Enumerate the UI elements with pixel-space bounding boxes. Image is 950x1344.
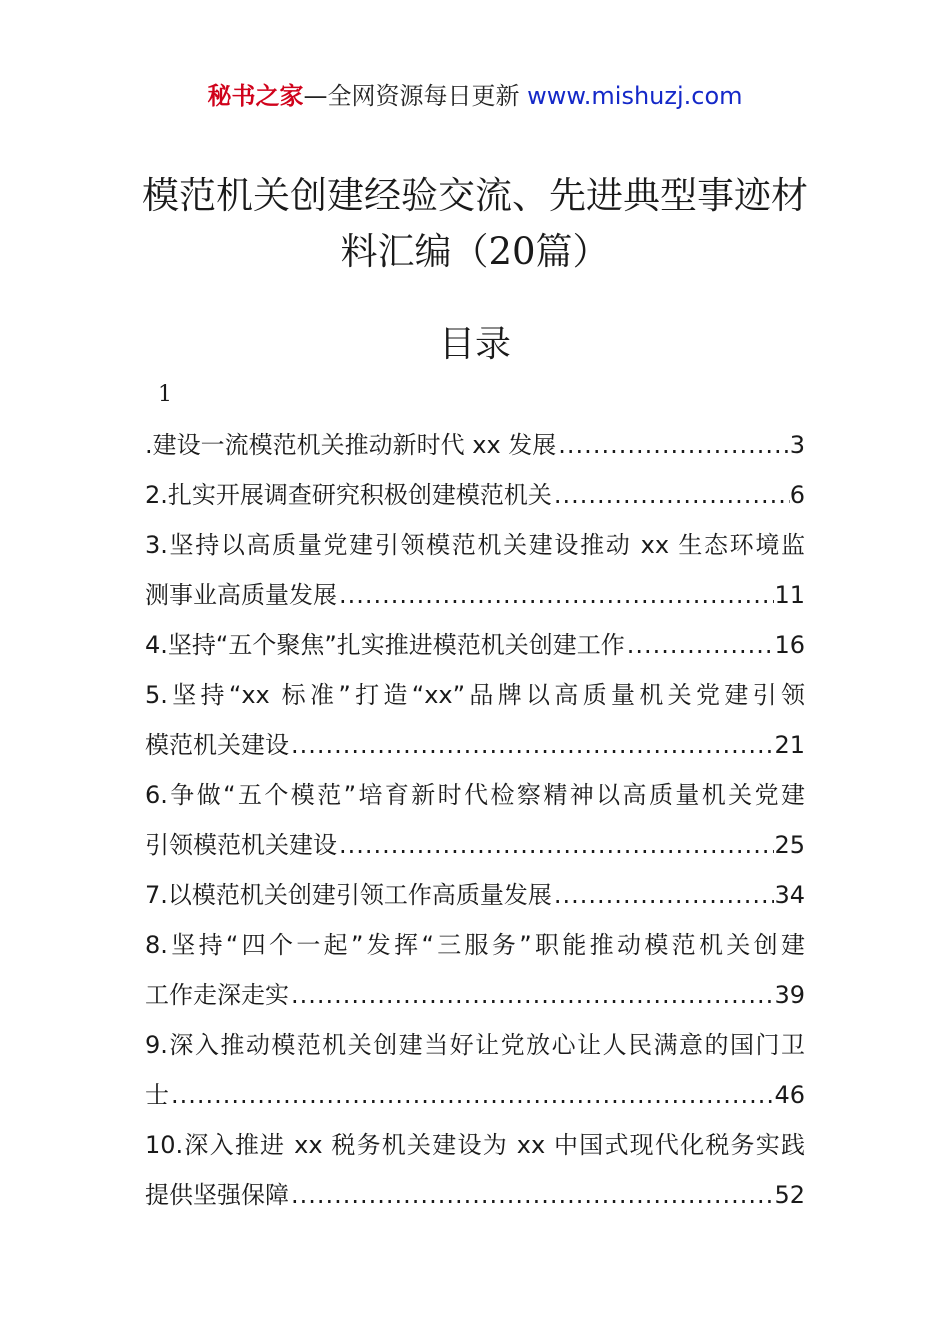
toc-entry-title: 2.扎实开展调查研究积极创建模范机关: [145, 481, 552, 509]
toc-heading: 目录: [438, 324, 511, 365]
toc-entry-last-line: [145, 820, 805, 870]
toc-entry[interactable]: [145, 1120, 805, 1220]
toc-entry-title: 提供坚强保障: [145, 1181, 289, 1209]
toc-entry-title: 模范机关建设: [145, 731, 289, 759]
toc-entry-title: 8.坚持“四个一起”发挥“三服务”职能推动模范机关创建: [145, 931, 805, 959]
toc-entry-page-number: 11: [774, 581, 805, 609]
toc-entry-last-line: [145, 1070, 805, 1120]
toc-entry[interactable]: [145, 620, 805, 670]
toc-leader-dots: [552, 870, 775, 920]
toc-leader-dots: [552, 470, 790, 520]
toc-entry-page-number: 21: [774, 731, 805, 759]
toc-entry-last-line: [145, 470, 805, 520]
toc-leader-dots: [169, 1070, 774, 1120]
toc-entry-page-number: 46: [774, 1081, 805, 1109]
toc-entry[interactable]: [145, 770, 805, 870]
toc-entry-page-number: 34: [774, 881, 805, 909]
site-header: [0, 80, 950, 112]
toc-leader-dots: [556, 420, 789, 470]
document-title-line: 模范机关创建经验交流、先进典型事迹材: [142, 174, 808, 217]
toc-entry-last-line: [145, 620, 805, 670]
toc-entry-title: 士: [145, 1081, 169, 1109]
toc-entry-title: 6.争做“五个模范”培育新时代检察精神以高质量机关党建: [145, 781, 805, 809]
toc-entry-title: 测事业高质量发展: [145, 581, 337, 609]
toc-entry-title: 4.坚持“五个聚焦”扎实推进模范机关创建工作: [145, 631, 625, 659]
toc-entry-title: 5.坚持“xx 标准”打造“xx”品牌以高质量机关党建引领: [145, 681, 805, 709]
toc-entry-title: .建设一流模范机关推动新时代 xx 发展: [145, 431, 557, 459]
toc-entry-title: 3.坚持以高质量党建引领模范机关建设推动 xx 生态环境监: [145, 531, 805, 559]
toc-leader-dots: [337, 820, 774, 870]
toc-entry[interactable]: [145, 420, 805, 470]
toc-leader-dots: [289, 970, 774, 1020]
document-title-line: 料汇编（20篇）: [340, 230, 610, 273]
toc-entry-page-number: 52: [774, 1181, 805, 1209]
toc-entry-page-number: 3: [789, 431, 805, 459]
toc-entry-title: 10.深入推进 xx 税务机关建设为 xx 中国式现代化税务实践: [145, 1131, 805, 1159]
toc-entry[interactable]: [145, 870, 805, 920]
toc-entry-last-line: [145, 970, 805, 1020]
document-title: [100, 168, 850, 280]
toc-leader-dots: [337, 570, 774, 620]
toc-entry[interactable]: [145, 920, 805, 1020]
toc-entry-page-number: 16: [774, 631, 805, 659]
toc-entry-page-number: 25: [774, 831, 805, 859]
site-brand: 秘书之家: [207, 82, 304, 110]
toc-pre-number: 1: [158, 382, 172, 407]
toc-entry[interactable]: [145, 1020, 805, 1120]
toc-entry[interactable]: [145, 520, 805, 620]
toc-entry-last-line: [145, 870, 805, 920]
toc-entry-title: 7.以模范机关创建引领工作高质量发展: [145, 881, 552, 909]
toc-entry-title: 引领模范机关建设: [145, 831, 337, 859]
toc-entry[interactable]: [145, 470, 805, 520]
toc-leader-dots: [289, 1170, 774, 1220]
toc-entry-last-line: [145, 570, 805, 620]
toc-entry-last-line: [145, 1170, 805, 1220]
site-url-link[interactable]: www.mishuzj.com: [527, 82, 743, 110]
toc-entry-page-number: 39: [774, 981, 805, 1009]
toc-leader-dots: [289, 720, 774, 770]
toc-leader-dots: [625, 620, 775, 670]
toc-entry-title: 9.深入推动模范机关创建当好让党放心让人民满意的国门卫: [145, 1031, 805, 1059]
toc-entry-title: 工作走深走实: [145, 981, 289, 1009]
toc-entry[interactable]: [145, 670, 805, 770]
toc-entry-last-line: [145, 420, 805, 470]
table-of-contents: [145, 420, 805, 1220]
toc-entry-page-number: 6: [789, 481, 805, 509]
site-tagline: —全网资源每日更新: [303, 82, 528, 110]
toc-entry-last-line: [145, 720, 805, 770]
